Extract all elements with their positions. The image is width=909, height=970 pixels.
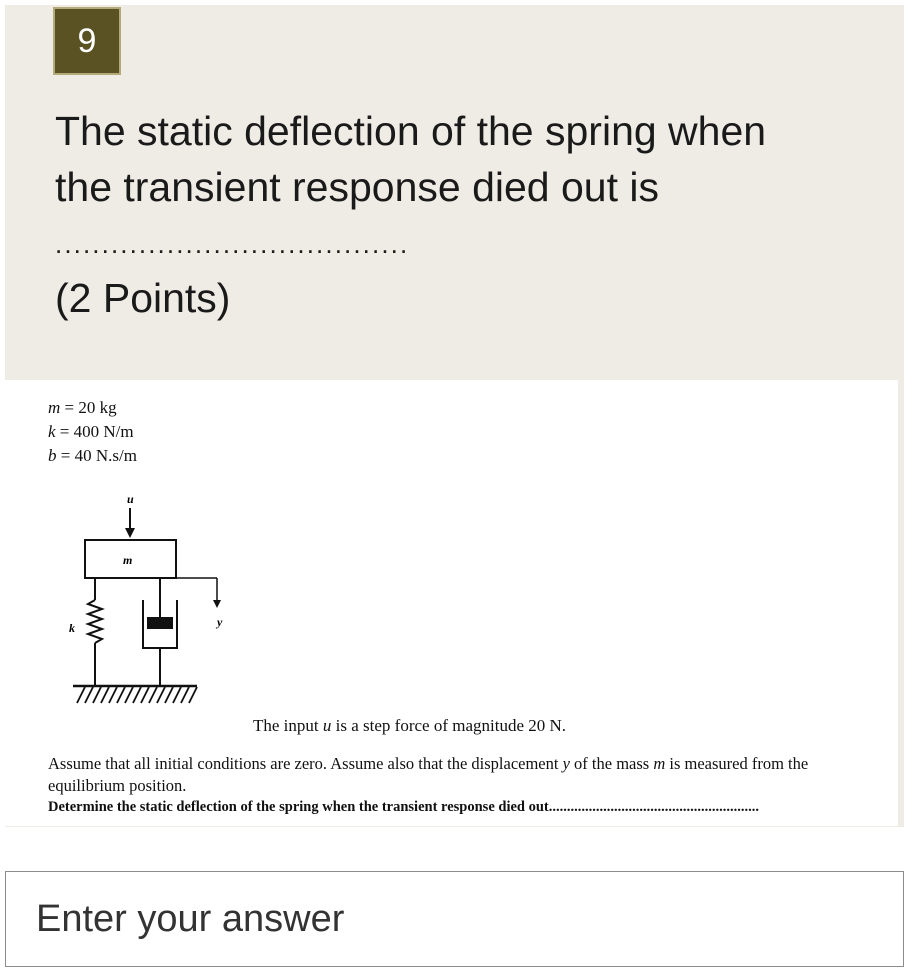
question-text: The static deflection of the spring when the transient response died out is — [55, 108, 767, 210]
input-description: The input u is a step force of magnitude 20 N. — [253, 716, 567, 735]
question-points: (2 Points) — [55, 275, 231, 321]
question-figure — [5, 380, 898, 826]
mass-spring-damper-diagram — [5, 380, 245, 715]
input-arrow-head — [125, 528, 135, 538]
spring-coil — [88, 600, 102, 643]
ground-hatch — [77, 687, 197, 703]
question-number-badge: 9 — [53, 7, 121, 75]
param-spring: k = 400 N/m — [48, 422, 134, 441]
param-damper: b = 40 N.s/m — [48, 446, 137, 465]
assumption-text: Assume that all initial conditions are zero. Assume also that the displacement y of the mass m is measured from the equilibrium position. — [48, 754, 809, 795]
param-mass: m = 20 kg — [48, 398, 117, 417]
spring-k-label: k — [69, 621, 75, 635]
mass-m-label: m — [123, 553, 133, 567]
question-dots: ...................................... — [55, 229, 410, 259]
determine-text: Determine the static deflection of the spring when the transient response died out.......................................................... — [48, 799, 759, 815]
damper-piston — [147, 617, 173, 629]
displacement-y-label: y — [217, 615, 223, 629]
answer-input[interactable] — [5, 871, 904, 967]
displacement-arrow-head — [213, 600, 221, 608]
input-u-label: u — [127, 492, 134, 506]
question-card — [5, 5, 904, 827]
